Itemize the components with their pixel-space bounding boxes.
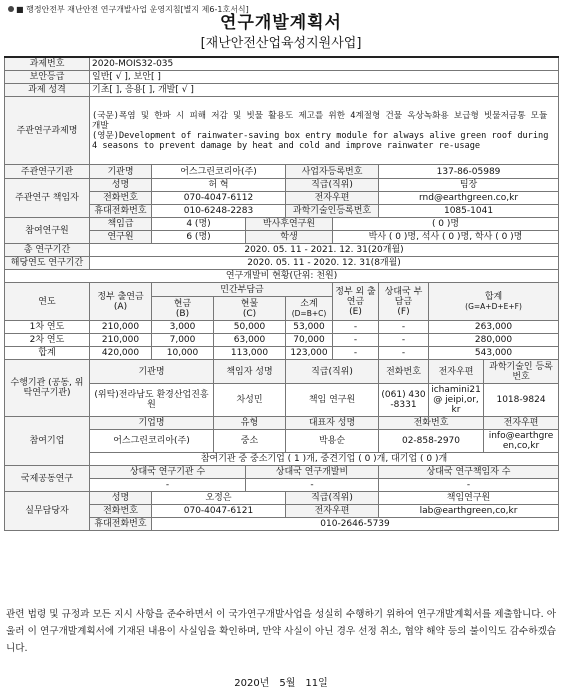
- lead-org-label: 주관연구기관: [5, 165, 90, 179]
- budget-sum-header: [429, 283, 559, 321]
- intl-label: 국제공동연구: [5, 466, 90, 492]
- project-title-korean: (국문)폭염 및 한파 시 피해 저감 및 빗물 활용도 제고를 위한 4계절형 건물 옥상녹화용 보급형 빗물저금통 모듈 개발: [92, 110, 548, 131]
- inkind-header-code: (C): [242, 308, 257, 319]
- budget-year-cell: 1차 연도: [5, 321, 90, 334]
- lead-org-name: 어스그린코리아(주): [152, 165, 286, 179]
- bullet-icon: [8, 6, 14, 12]
- staff-email-label: 전자우편: [286, 505, 379, 518]
- budget-row: [5, 321, 559, 334]
- staff-name-label: 성명: [90, 492, 152, 505]
- form-reference-text: ■ 행정안전부 재난안전 연구개발사업 운영지침[별지 제6-1호서식]: [16, 5, 249, 14]
- budget-partner-cell: -: [379, 334, 429, 347]
- pi-position-label: 직급(직위): [286, 179, 379, 192]
- budget-year-header: 연도: [5, 283, 90, 321]
- senior-researcher-label: 책임급: [90, 218, 152, 231]
- company-summary: 참여기관 중 중소기업 ( 1 )개, 중견기업 ( 0 )개, 대기업 ( 0 )개: [90, 453, 559, 466]
- researcher-label: 연구원: [90, 231, 152, 244]
- company-email: info@earthgreen,co,kr: [484, 430, 559, 453]
- company-ceo-header: 대표자 성명: [286, 417, 379, 430]
- company-type-header: 유형: [214, 417, 286, 430]
- company-name-header: 기업명: [90, 417, 214, 430]
- year-period-value: 2020. 05. 11 - 2020. 12. 31(8개월): [90, 257, 559, 270]
- company-email-header: 전자우편: [484, 417, 559, 430]
- budget-sum-cell: 543,000: [429, 347, 559, 360]
- budget-gov-cell: 420,000: [90, 347, 152, 360]
- postdoc-count: ( 0 )명: [333, 218, 559, 231]
- budget-gov-cell: 210,000: [90, 321, 152, 334]
- date-month: 5월: [279, 678, 296, 689]
- budget-private-header: 민간부담금: [152, 283, 333, 297]
- declaration-statement: 관련 법령 및 규정과 모든 지시 사항을 준수하면서 이 국가연구개발사업을 성실히 수행하기 위하여 연구개발계획서를 제출합니다. 아울러 이 연구개발계획서에 기재된 내용이 사실임을 확인하며, 만약 사실이 아닌 경우 선정 취소, 협약 해약 등의 불이익도 감수하겠습니다.: [6, 609, 556, 654]
- sum-header-code: (G=A+D+E+F): [465, 301, 522, 311]
- intl-budget-header: 상대국 연구개발비: [246, 466, 379, 479]
- other-header-label: 정부 외 출연금: [335, 286, 376, 307]
- gov-header-code: (A): [113, 301, 128, 312]
- intl-budget: -: [246, 479, 379, 492]
- year-period-row: [5, 257, 559, 270]
- perform-org-header-row: [5, 360, 559, 384]
- budget-caption: 연구개발비 현황(단위: 천원): [5, 270, 559, 283]
- perform-org-position-header: 직급(직위): [286, 360, 379, 384]
- perform-org-sci: 1018-9824: [484, 384, 559, 417]
- budget-cash-cell: 3,000: [152, 321, 214, 334]
- document-subtitle: [재난안전산업육성지원사업]: [200, 36, 362, 51]
- date-day: 11일: [305, 678, 328, 689]
- company-name: 어스그린코리아(주): [90, 430, 214, 453]
- project-number-row: [5, 57, 559, 71]
- budget-gov-header: [90, 283, 152, 321]
- postdoc-label: 박사후연구원: [246, 218, 333, 231]
- senior-researcher-count: 4 (명): [152, 218, 246, 231]
- budget-other-cell: -: [333, 347, 379, 360]
- year-period-label: 해당연도 연구기간: [5, 257, 90, 270]
- budget-caption-row: [5, 270, 559, 283]
- budget-partner-header: [379, 283, 429, 321]
- project-title-english: (영문)Development of rainwater-saving box entry module for always alive green roof during 4 seasons to prevent damage by heat and cold and improve rainwater re-usage: [92, 130, 549, 151]
- subtotal-header-code: (D=B+C): [291, 308, 327, 318]
- total-period-value: 2020. 05. 11 - 2021. 12. 31(20개월): [90, 244, 559, 257]
- business-number-label: 사업자등록번호: [286, 165, 379, 179]
- total-period-row: [5, 244, 559, 257]
- sum-header-label: 합계: [484, 291, 503, 302]
- budget-year-cell: 2차 연도: [5, 334, 90, 347]
- intl-header-row: [5, 466, 559, 479]
- pi-email: rnd@earthgreen.co,kr: [379, 192, 559, 205]
- staff-mobile: 010-2646-5739: [152, 518, 559, 531]
- intl-pi: -: [379, 479, 559, 492]
- company-phone: 02-858-2970: [379, 430, 484, 453]
- project-title-label: 주관연구과제명: [5, 97, 90, 165]
- pi-name-row: [5, 179, 559, 192]
- budget-subtotal-cell: 123,000: [286, 347, 333, 360]
- perform-org-phone: (061) 430-8331: [379, 384, 429, 417]
- student-value: 박사 ( 0 )명, 석사 ( 0 )명, 학사 ( 0 )명: [333, 231, 559, 244]
- date-year: 2020년: [234, 678, 270, 689]
- budget-other-cell: -: [333, 321, 379, 334]
- budget-total-row: [5, 347, 559, 360]
- business-number-value: 137-86-05989: [379, 165, 559, 179]
- project-number-value: 2020-MOIS32-035: [90, 57, 559, 71]
- staff-label: 실무담당자: [5, 492, 90, 531]
- budget-sum-cell: 263,000: [429, 321, 559, 334]
- researchers-label: 참여연구원: [5, 218, 90, 244]
- budget-subtotal-cell: 70,000: [286, 334, 333, 347]
- staff-position-label: 직급(직위): [286, 492, 379, 505]
- inkind-header-label: 현물: [240, 298, 259, 309]
- pi-sci-number-label: 과학기술인등록번호: [286, 205, 379, 218]
- cash-header-label: 현금: [173, 298, 192, 309]
- partner-header-label: 상대국 부담금: [384, 286, 423, 307]
- perform-org-pi-header: 책임자 성명: [214, 360, 286, 384]
- perform-org-email: ichamini21@ jeipi,or,kr: [429, 384, 484, 417]
- project-title-value: [90, 97, 559, 165]
- company-phone-header: 전화번호: [379, 417, 484, 430]
- pi-phone-label: 전화번호: [90, 192, 152, 205]
- project-nature-label: 과제 성격: [5, 84, 90, 97]
- pi-email-label: 전자우편: [286, 192, 379, 205]
- intl-count: -: [90, 479, 246, 492]
- budget-subtotal-header: [286, 297, 333, 321]
- perform-org-pi: 차성민: [214, 384, 286, 417]
- budget-inkind-cell: 63,000: [214, 334, 286, 347]
- other-header-code: (E): [349, 306, 362, 317]
- gov-header-label: 정부 출연금: [97, 291, 144, 302]
- budget-row: [5, 334, 559, 347]
- pi-mobile: 010-6248-2283: [152, 205, 286, 218]
- security-value: 일반[ √ ], 보안[ ]: [90, 71, 559, 84]
- budget-inkind-header: [214, 297, 286, 321]
- company-ceo: 박용순: [286, 430, 379, 453]
- lead-org-name-label: 기관명: [90, 165, 152, 179]
- submission-date: [0, 678, 562, 690]
- research-plan-form: [4, 56, 559, 531]
- project-nature-value: 기초[ ], 응용[ ], 개발[ √ ]: [90, 84, 559, 97]
- pi-mobile-label: 휴대전화번호: [90, 205, 152, 218]
- company-type: 중소: [214, 430, 286, 453]
- intl-pi-header: 상대국 연구책임자 수: [379, 466, 559, 479]
- subtotal-header-label: 소계: [300, 298, 318, 309]
- project-title-row: [5, 97, 559, 165]
- staff-phone-label: 전화번호: [90, 505, 152, 518]
- document-title: 연구개발계획서: [220, 13, 342, 33]
- partner-header-code: (F): [397, 306, 410, 317]
- perform-org-sci-header: 과학기술인 등록번호: [484, 360, 559, 384]
- perform-org-name: (위탁)전라남도 환경산업진흥원: [90, 384, 214, 417]
- cash-header-code: (B): [175, 308, 190, 319]
- perform-org-position: 책임 연구원: [286, 384, 379, 417]
- staff-phone: 070-4047-6121: [152, 505, 286, 518]
- pi-sci-number: 1085-1041: [379, 205, 559, 218]
- pi-name-label: 성명: [90, 179, 152, 192]
- staff-position: 책임연구원: [379, 492, 559, 505]
- security-row: [5, 71, 559, 84]
- student-label: 학생: [246, 231, 333, 244]
- lead-org-row: [5, 165, 559, 179]
- budget-partner-cell: -: [379, 347, 429, 360]
- budget-cash-cell: 7,000: [152, 334, 214, 347]
- perform-org-email-header: 전자우편: [429, 360, 484, 384]
- pi-name: 허 혁: [152, 179, 286, 192]
- researcher-count: 6 (명): [152, 231, 246, 244]
- project-nature-row: [5, 84, 559, 97]
- budget-partner-cell: -: [379, 321, 429, 334]
- perform-org-label: 수행기관 (공동, 위탁연구기관): [5, 360, 90, 417]
- budget-gov-cell: 210,000: [90, 334, 152, 347]
- intl-count-header: 상대국 연구기관 수: [90, 466, 246, 479]
- company-label: 참여기업: [5, 417, 90, 466]
- project-number-label: 과제번호: [5, 57, 90, 71]
- budget-inkind-cell: 113,000: [214, 347, 286, 360]
- budget-year-cell: 합계: [5, 347, 90, 360]
- budget-header-row-1: [5, 283, 559, 297]
- budget-cash-cell: 10,000: [152, 347, 214, 360]
- company-header-row: [5, 417, 559, 430]
- budget-sum-cell: 280,000: [429, 334, 559, 347]
- perform-org-phone-header: 전화번호: [379, 360, 429, 384]
- security-label: 보안등급: [5, 71, 90, 84]
- perform-org-name-header: 기관명: [90, 360, 214, 384]
- pi-label: 주관연구 책임자: [5, 179, 90, 218]
- budget-other-header: [333, 283, 379, 321]
- staff-mobile-label: 휴대전화번호: [90, 518, 152, 531]
- researchers-row-1: [5, 218, 559, 231]
- pi-phone: 070-4047-6112: [152, 192, 286, 205]
- budget-cash-header: [152, 297, 214, 321]
- budget-inkind-cell: 50,000: [214, 321, 286, 334]
- staff-name-row: [5, 492, 559, 505]
- staff-email: lab@earthgreen,co,kr: [379, 505, 559, 518]
- pi-position: 팀장: [379, 179, 559, 192]
- budget-other-cell: -: [333, 334, 379, 347]
- staff-name: 오정은: [152, 492, 286, 505]
- total-period-label: 총 연구기간: [5, 244, 90, 257]
- budget-subtotal-cell: 53,000: [286, 321, 333, 334]
